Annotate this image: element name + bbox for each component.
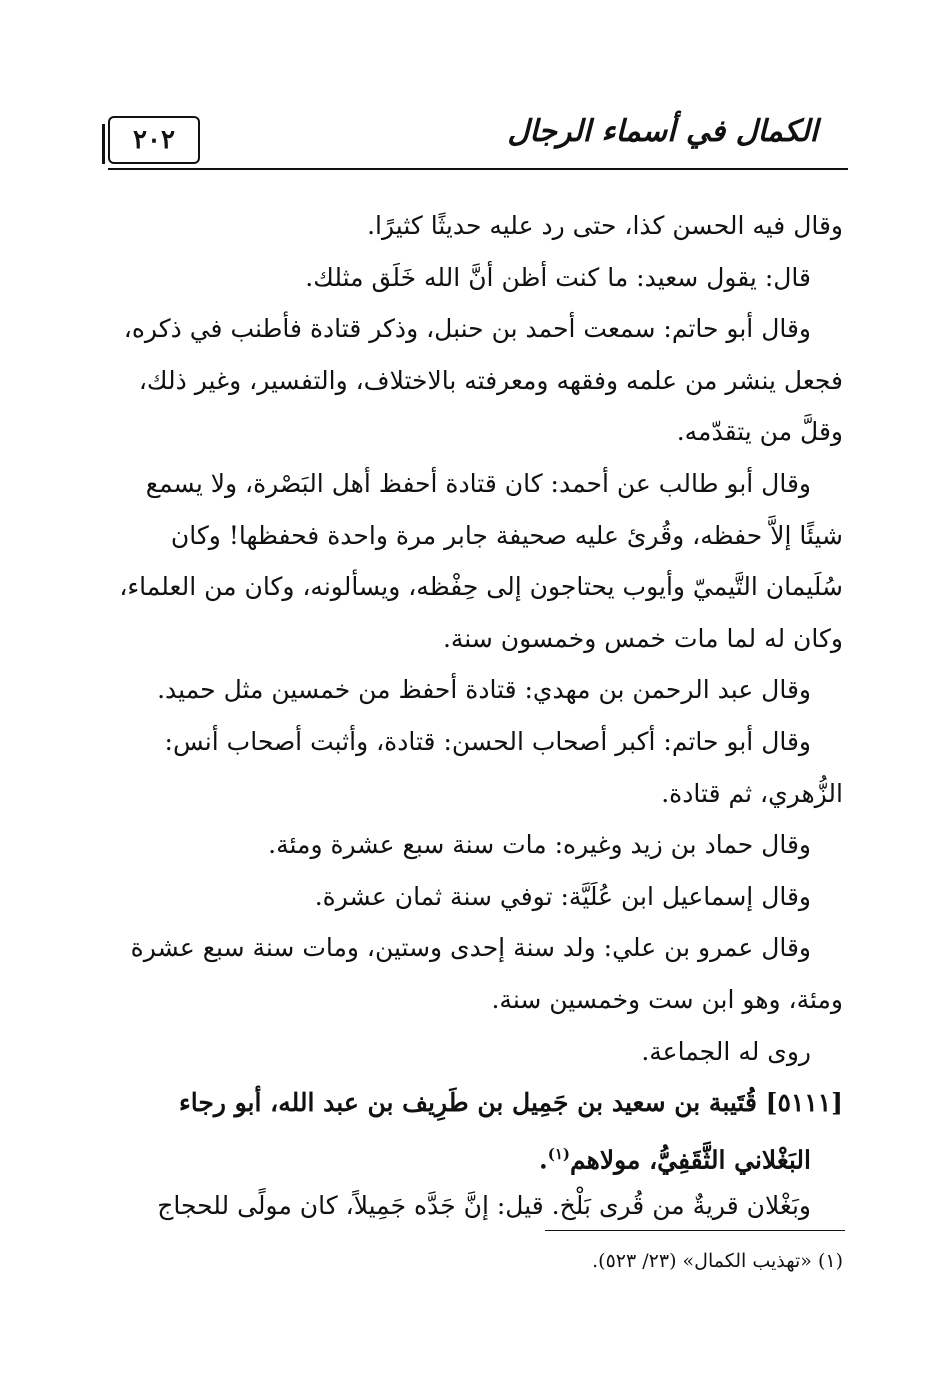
text-line: فجعل ينشر من علمه وفقهه ومعرفته بالاختلاف، والتفسير، وغير ذلك،: [138, 365, 843, 395]
text-line: وقال أبو طالب عن أحمد: كان قتادة أحفظ أهل البَصْرة، ولا يسمع: [145, 468, 811, 498]
text-line: الزُّهري، ثم قتادة.: [661, 778, 843, 808]
footnote-divider: [545, 1230, 845, 1231]
entry-end-punct: .: [539, 1145, 548, 1175]
text-line: وقلَّ من يتقدّمه.: [676, 417, 843, 447]
text-line: وقال أبو حاتم: أكبر أصحاب الحسن: قتادة، وأثبت أصحاب أنس:: [164, 726, 811, 756]
text-line: وقال عبد الرحمن بن مهدي: قتادة أحفظ من خمسين مثل حميد.: [157, 675, 811, 705]
text-line: وقال فيه الحسن كذا، حتى رد عليه حديثًا كثيرًا.: [367, 211, 843, 240]
text-line: شيئًا إلاَّ حفظه، وقُرئ عليه صحيفة جابر مرة واحدة فحفظها! وكان: [170, 520, 843, 550]
text-line: وكان له لما مات خمس وخمسون سنة.: [442, 623, 843, 653]
text-line: وقال عمرو بن علي: ولد سنة إحدى وستين، ومات سنة سبع عشرة: [130, 933, 811, 963]
entry-name: البَغْلاني الثَّقَفِيُّ، مولاهم: [570, 1145, 811, 1175]
text-line: سُلَيمان التَّيميّ وأيوب يحتاجون إلى حِفْظه، ويسألونه، وكان من العلماء،: [119, 572, 843, 602]
text-line: ومئة، وهو ابن ست وخمسين سنة.: [491, 984, 843, 1014]
page-number: ٢٠٢: [108, 116, 200, 164]
book-title: الكمال في أسماء الرجال: [507, 114, 818, 149]
entry-heading-line-2: [108, 1129, 843, 1181]
text-line: وقال حماد بن زيد وغيره: مات سنة سبع عشرة ومئة.: [268, 830, 811, 860]
text-line: وقال أبو حاتم: سمعت أحمد بن حنبل، وذكر قتادة فأطنب في ذكره،: [123, 314, 811, 344]
text-line: روى له الجماعة.: [641, 1036, 811, 1066]
footnote: (١) «تهذيب الكمال» (٢٣/ ٥٢٣).: [592, 1250, 843, 1272]
text-line: وقال إسماعيل ابن عُلَيَّة: توفي سنة ثمان عشرة.: [314, 881, 811, 911]
page-header: [108, 108, 848, 168]
text-line: وبَغْلان قريةٌ من قُرى بَلْخ. قيل: إنَّ جَدَّه جَمِيلاً، كان مولًى للحجاج: [157, 1191, 811, 1221]
footnote-marker: (١): [547, 1144, 571, 1163]
header-divider: [108, 168, 848, 170]
main-text: [108, 200, 843, 1232]
text-line: قال: يقول سعيد: ما كنت أظن أنَّ الله خَلَق مثلك.: [305, 262, 811, 292]
entry-heading-line-1: [٥١١١] قُتَيبة بن سعيد بن جَمِيل بن طَرِيف بن عبد الله، أبو رجاء: [179, 1088, 843, 1118]
